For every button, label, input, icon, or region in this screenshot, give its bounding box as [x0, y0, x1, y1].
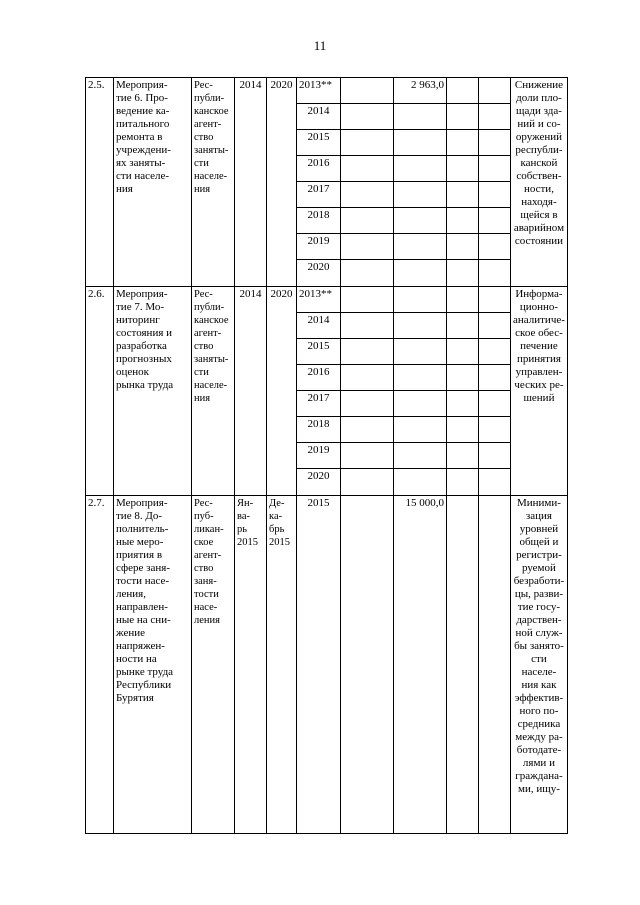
table-row — [86, 287, 568, 313]
year-cell: 2017 — [297, 182, 341, 208]
year-cell: 2016 — [297, 365, 341, 391]
year-cell: 2019 — [297, 234, 341, 260]
amount-cell — [447, 78, 479, 104]
year-cell: 2016 — [297, 156, 341, 182]
activity-start: 2014 — [235, 78, 267, 287]
activity-title: Мероприя- тие 6. Про- ведение ка- питального ремонта в учреждени- ях заняты- сти населе- ния — [114, 78, 192, 287]
activity-start: 2014 — [235, 287, 267, 496]
amount-cell — [341, 496, 394, 834]
year-cell: 2014 — [297, 104, 341, 130]
activity-result: Информа- ционно- аналитиче- ское обес- печение принятия управлен- ческих ре- шений — [511, 287, 568, 496]
activity-end: Де- ка- брь 2015 — [267, 496, 297, 834]
year-cell: 2015 — [297, 496, 341, 834]
activity-number: 2.5. — [86, 78, 114, 287]
year-cell: 2014 — [297, 313, 341, 339]
activity-executor: Рес- публи- канское агент- ство заняты- сти населе- ния — [192, 287, 235, 496]
activity-title: Мероприя- тие 7. Мо- ниторинг состояния и разработка прогнозных оценок рынка труда — [114, 287, 192, 496]
activity-executor: Рес- пуб- ликан- ское агент- ство заня- тости насе- ления — [192, 496, 235, 834]
activity-end: 2020 — [267, 78, 297, 287]
year-cell: 2017 — [297, 391, 341, 417]
amount-cell — [479, 496, 511, 834]
table-row — [86, 496, 568, 834]
year-cell: 2020 — [297, 260, 341, 287]
amount-cell — [341, 78, 394, 104]
activity-executor: Рес- публи- канское агент- ство заняты- сти населе- ния — [192, 78, 235, 287]
amount-cell — [479, 78, 511, 104]
activity-result: Миними- зация уровней общей и регистри- руемой безработи- цы, разви- тие госу- дарствен- ной служ- бы занято- сти населе- ния как эффектив- ного по- средника между ра- ботодате- лями и гражданa- ми, ищу- — [511, 496, 568, 834]
amount-cell: 2 963,0 — [394, 78, 447, 104]
amount-cell — [447, 496, 479, 834]
year-cell: 2018 — [297, 417, 341, 443]
activity-result: Снижение доли пло- щади зда- ний и со- оружений республи- канской собствен- ности, находя- щейся в аварийном состоянии — [511, 78, 568, 287]
year-cell: 2015 — [297, 339, 341, 365]
year-cell: 2013** — [297, 78, 341, 104]
year-cell: 2018 — [297, 208, 341, 234]
page-number: 11 — [313, 38, 327, 53]
table-row — [86, 78, 568, 104]
activity-title: Мероприя- тие 8. До- полнитель- ные меро- приятия в сфере заня- тости насе- ления, направлен- ные на сни- жение напряжен- ности на рынке труда Республики Бурятия — [114, 496, 192, 834]
year-cell: 2015 — [297, 130, 341, 156]
activity-number: 2.6. — [86, 287, 114, 496]
year-cell: 2019 — [297, 443, 341, 469]
activity-number: 2.7. — [86, 496, 114, 834]
year-cell: 2020 — [297, 469, 341, 496]
activity-start: Ян- ва- рь 2015 — [235, 496, 267, 834]
program-activities-table — [85, 77, 568, 834]
amount-cell: 15 000,0 — [394, 496, 447, 834]
year-cell: 2013** — [297, 287, 341, 313]
activity-end: 2020 — [267, 287, 297, 496]
